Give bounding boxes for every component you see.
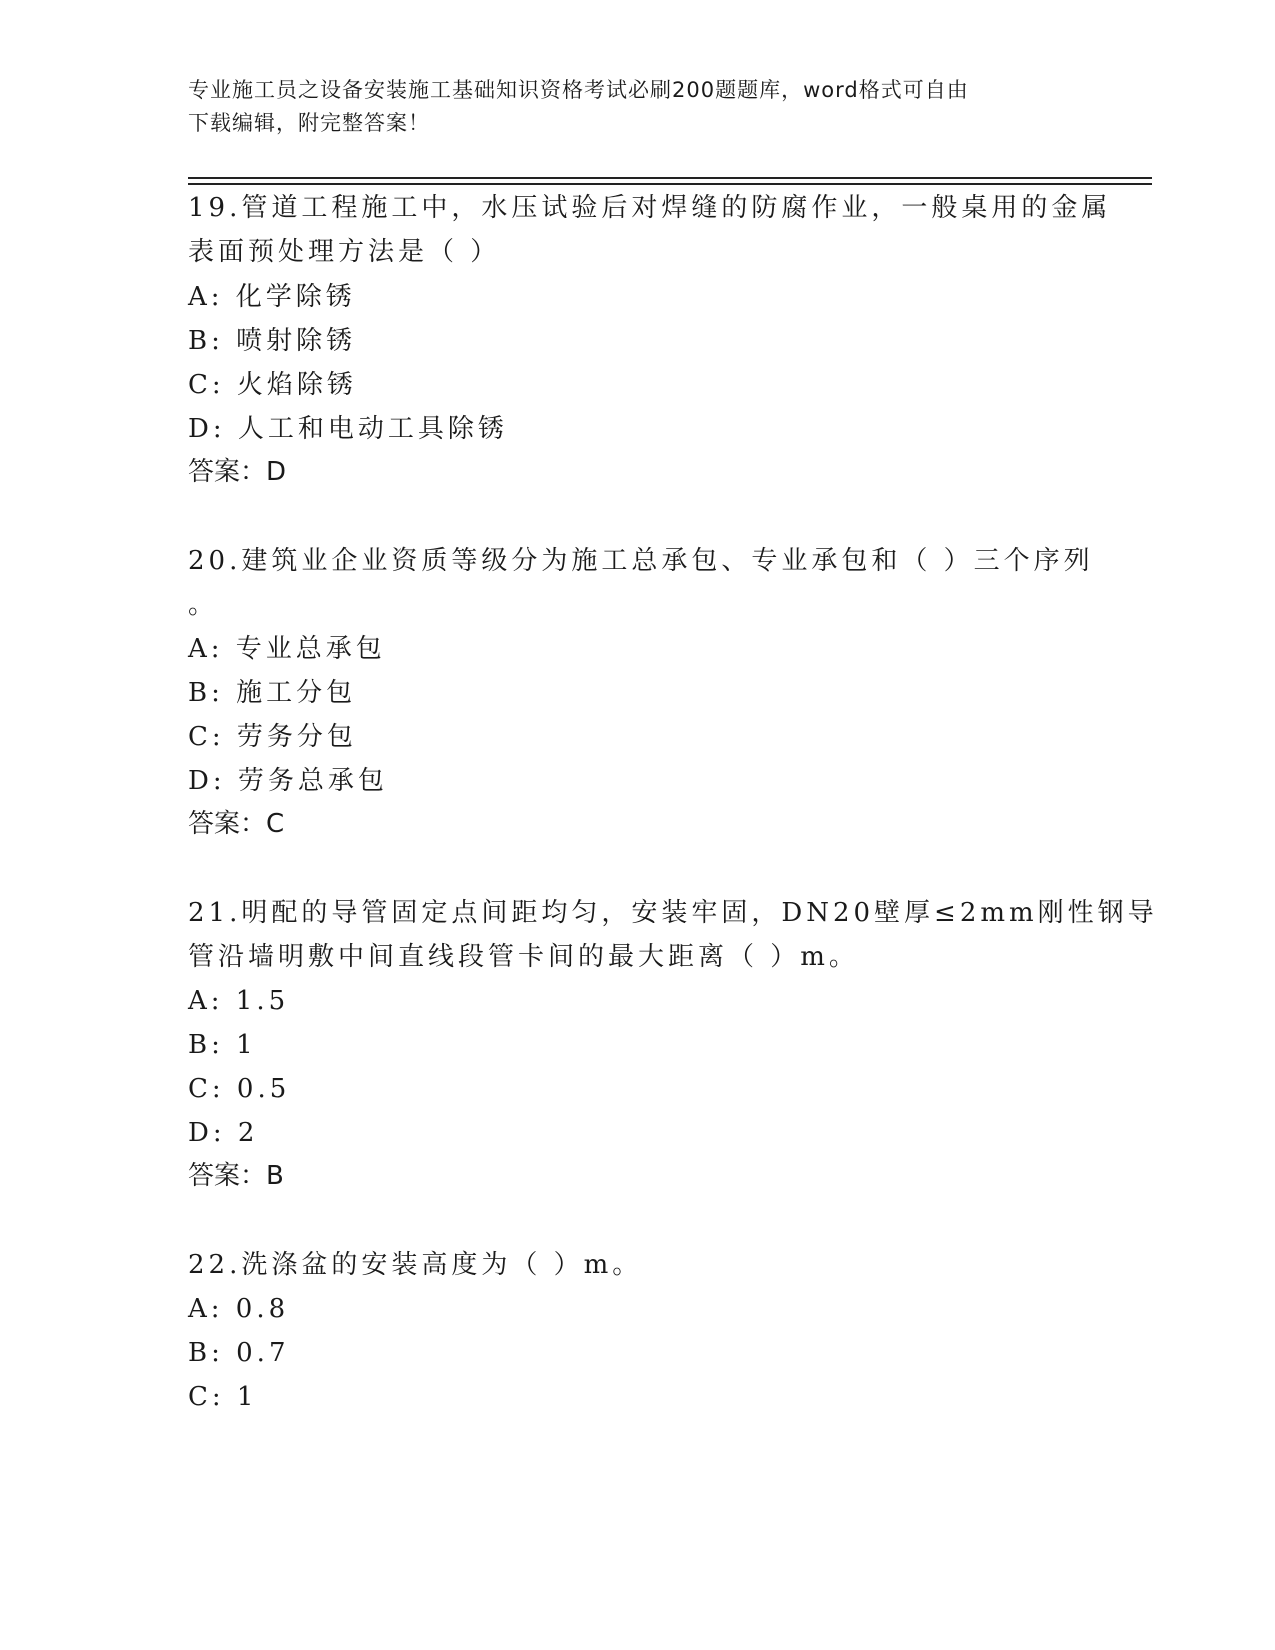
question-20-stem-line-2: 。 — [188, 590, 219, 620]
question-21-stem-line-1: 21.明配的导管固定点间距均匀，安装牢固，DN20壁厚≤2mm刚性钢导 — [188, 898, 1158, 928]
question-20-stem-line-1: 20.建筑业企业资质等级分为施工总承包、专业承包和（ ）三个序列 — [188, 546, 1094, 576]
question-22-option-b: B: 0.7 — [188, 1338, 290, 1368]
question-21-option-d: D: 2 — [188, 1118, 259, 1148]
document-header — [188, 74, 1068, 140]
header-line-1: 专业施工员之设备安装施工基础知识资格考试必刷200题题库，word格式可自由 — [188, 78, 969, 102]
question-21-answer: 答案：B — [188, 1161, 284, 1191]
question-20-option-c: C: 劳务分包 — [188, 722, 357, 752]
question-21-option-c: C: 0.5 — [188, 1074, 291, 1104]
question-20-option-b: B: 施工分包 — [188, 678, 357, 708]
question-19-option-d: D: 人工和电动工具除锈 — [188, 414, 508, 444]
question-21-stem-line-2: 管沿墙明敷中间直线段管卡间的最大距离（ ）m。 — [188, 942, 859, 972]
question-20-option-d: D: 劳务总承包 — [188, 766, 388, 796]
question-19-option-a: A: 化学除锈 — [188, 282, 356, 312]
header-divider-bottom — [188, 183, 1152, 185]
question-22-stem-line-1: 22.洗涤盆的安装高度为（ ）m。 — [188, 1250, 643, 1280]
question-19-option-c: C: 火焰除锈 — [188, 370, 357, 400]
question-22-option-a: A: 0.8 — [188, 1294, 290, 1324]
question-19-answer: 答案：D — [188, 457, 287, 487]
question-19-stem-line-2: 表面预处理方法是（ ） — [188, 237, 501, 267]
question-19-option-b: B: 喷射除锈 — [188, 326, 357, 356]
header-line-2: 下载编辑，附完整答案！ — [188, 111, 430, 135]
question-20-option-a: A: 专业总承包 — [188, 634, 386, 664]
header-divider-top — [188, 177, 1152, 179]
question-19-stem-line-1: 19.管道工程施工中，水压试验后对焊缝的防腐作业，一般桌用的金属 — [188, 193, 1112, 223]
question-20-answer: 答案：C — [188, 809, 285, 839]
question-22-option-c: C: 1 — [188, 1382, 258, 1412]
question-21-option-a: A: 1.5 — [188, 986, 290, 1016]
question-21-option-b: B: 1 — [188, 1030, 257, 1060]
